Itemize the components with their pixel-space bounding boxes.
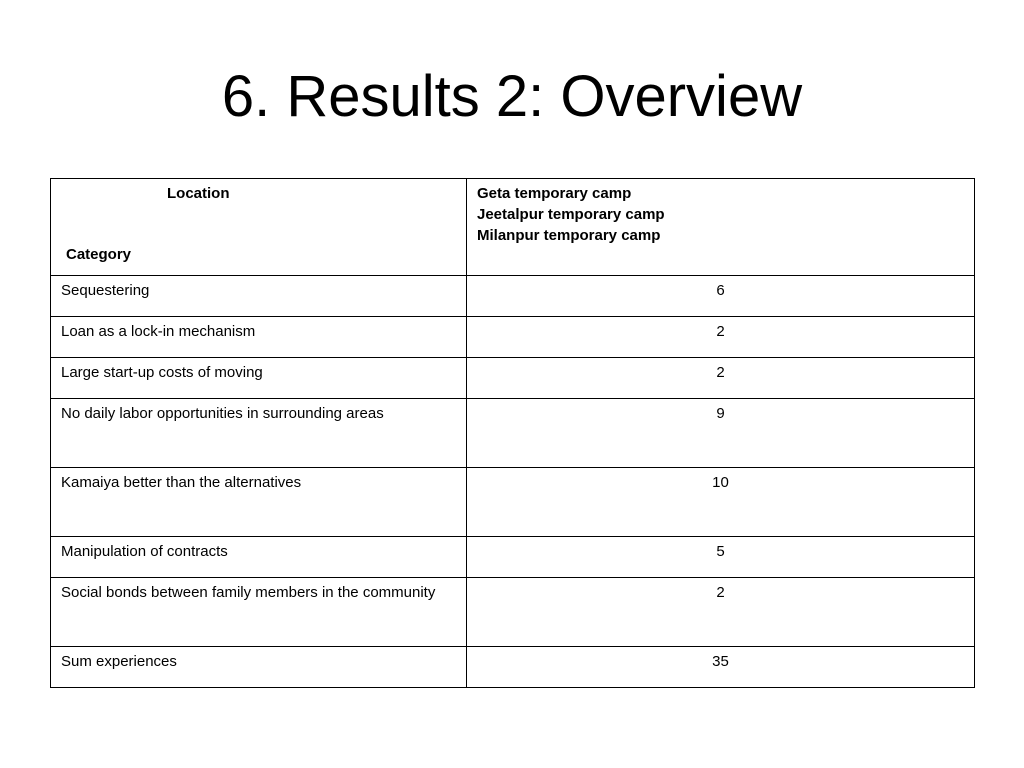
category-cell: Social bonds between family members in the community	[51, 578, 467, 647]
table-row	[51, 276, 975, 317]
category-cell: No daily labor opportunities in surrounding areas	[51, 399, 467, 468]
category-cell: Manipulation of contracts	[51, 537, 467, 578]
category-cell: Sequestering	[51, 276, 467, 317]
value-cell: 9	[467, 399, 975, 468]
table-row	[51, 537, 975, 578]
table-row	[51, 399, 975, 468]
value-cell: 10	[467, 468, 975, 537]
category-cell: Sum experiences	[51, 647, 467, 688]
value-cell: 5	[467, 537, 975, 578]
table-row	[51, 578, 975, 647]
header-cell-location-category	[51, 179, 467, 276]
category-cell: Large start-up costs of moving	[51, 358, 467, 399]
value-cell: 2	[467, 317, 975, 358]
header-camp-name: Geta temporary camp	[477, 185, 632, 202]
value-cell: 2	[467, 358, 975, 399]
table-row	[51, 468, 975, 537]
header-camp-name: Milanpur temporary camp	[477, 227, 661, 244]
table-row	[51, 647, 975, 688]
value-cell: 35	[467, 647, 975, 688]
table-row	[51, 317, 975, 358]
slide-title: 6. Results 2: Overview	[221, 64, 803, 129]
table-row	[51, 358, 975, 399]
category-cell: Kamaiya better than the alternatives	[51, 468, 467, 537]
header-location-label: Location	[167, 185, 230, 202]
results-table	[50, 178, 975, 688]
value-cell: 6	[467, 276, 975, 317]
category-cell: Loan as a lock-in mechanism	[51, 317, 467, 358]
header-cell-camps	[467, 179, 975, 276]
value-cell: 2	[467, 578, 975, 647]
table-header-row	[51, 179, 975, 276]
header-category-label: Category	[66, 246, 132, 263]
header-camp-name: Jeetalpur temporary camp	[477, 206, 665, 223]
